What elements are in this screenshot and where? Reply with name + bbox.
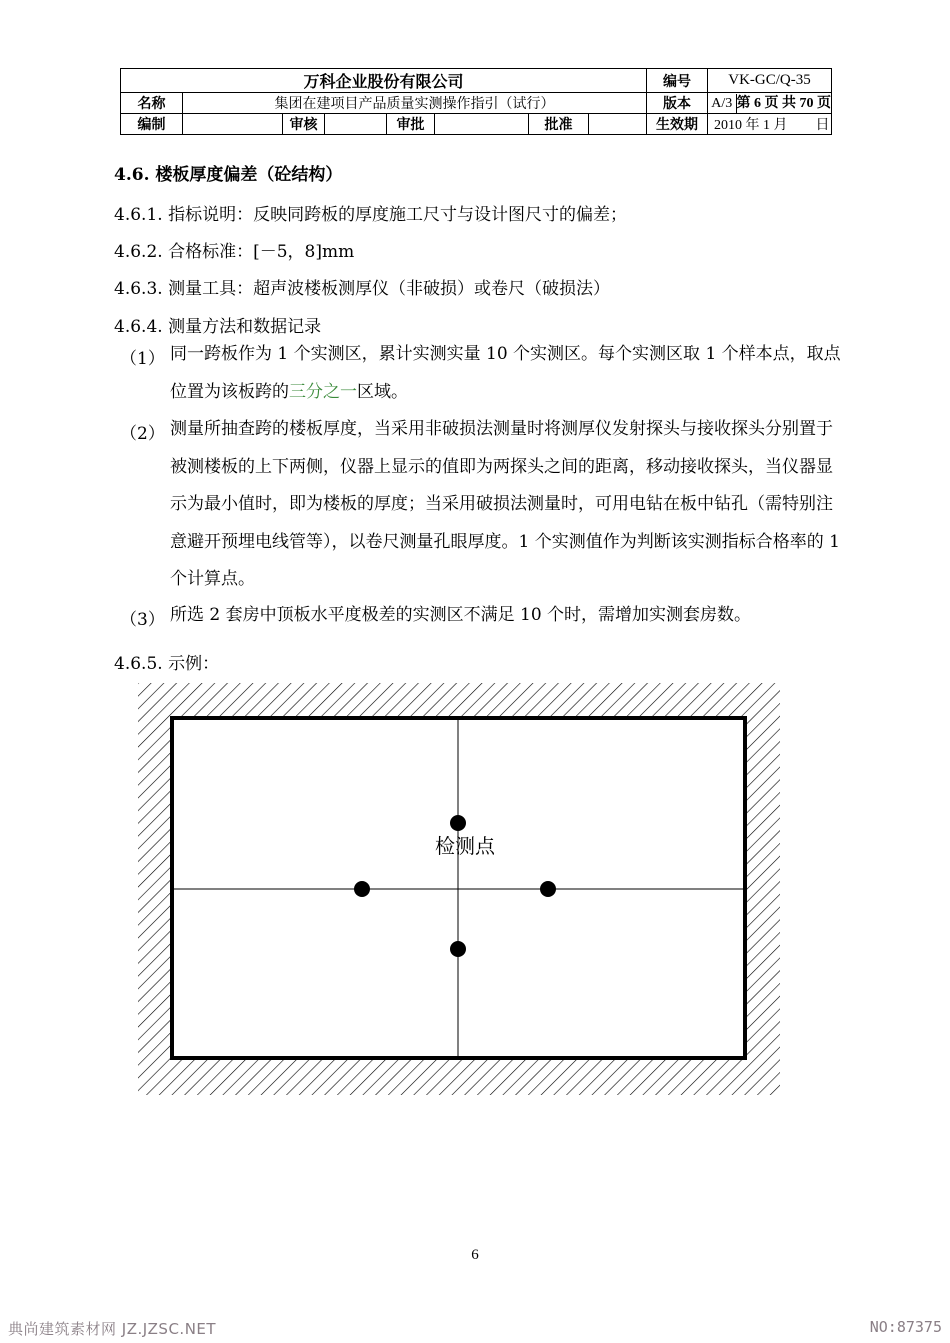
section-heading: 4.6. 楼板厚度偏差（砼结构） [114,165,343,185]
page-info: 第 6 页 共 70 页 [736,95,832,111]
approve-value [435,114,529,135]
detection-point-label: 检测点 [435,834,495,858]
item-1-number: （1） [120,349,165,369]
item-1-text-b: 区域。 [357,381,408,402]
item-1-text [170,336,842,411]
review-value [325,114,387,135]
watermark-right: NO:87375 [869,1318,942,1336]
measurement-point-right [540,881,556,897]
method-heading: 4.6.4. 测量方法和数据记录 [114,317,322,337]
page-number: 6 [471,1247,479,1263]
indicator-description: 4.6.1. 指标说明：反映同跨板的厚度施工尺寸与设计图尺寸的偏差； [114,205,628,225]
version-label: 版本 [647,93,708,114]
item-2-number: （2） [120,424,165,444]
item-1-highlight: 三分之一 [289,381,357,402]
effective-label: 生效期 [647,114,708,135]
code-label: 编号 [647,69,708,93]
name-value: 集团在建项目产品质量实测操作指引（试行） [183,93,647,114]
company-name: 万科企业股份有限公司 [121,69,647,93]
approve-label: 审批 [387,114,435,135]
qualification-standard: 4.6.2. 合格标准：[－5，8]mm [114,242,355,262]
effective-value: 2010 年 1 月 日 [708,114,832,135]
document-header-table [120,68,832,135]
example-heading: 4.6.5. 示例： [114,654,220,674]
measurement-point-left [354,881,370,897]
ratify-label: 批准 [529,114,589,135]
measurement-point-bottom [450,941,466,957]
item-2-text: 测量所抽查跨的楼板厚度，当采用非破损法测量时将测厚仪发射探头与接收探头分别置于被测楼板的上下两侧，仪器上显示的值即为两探头之间的距离，移动接收探头，当仪器显示为最小值时，即为楼板的厚度；当采用破损法测量时，可用电钻在板中钻孔（需特别注意避开预埋电线管等），以卷尺测量孔眼厚度。1 个实测值作为判断该实测指标合格率的 1 个计算点。 [170,419,840,589]
measurement-point-top [450,815,466,831]
version-value: A/3 [708,94,737,113]
watermark-left: 典尚建筑素材网 JZ.JZSC.NET [8,1320,217,1338]
compile-label: 编制 [121,114,183,135]
compile-value [183,114,283,135]
measuring-tools: 4.6.3. 测量工具：超声波楼板测厚仪（非破损）或卷尺（破损法） [114,279,611,299]
item-1-text-a: 同一跨板作为 1 个实测区，累计实测实量 10 个实测区。每个实测区取 1 个样本点，取点位置为该板跨的 [170,344,841,402]
review-label: 审核 [283,114,325,135]
ratify-value [589,114,647,135]
item-3-number: （3） [120,610,165,630]
slab-measurement-diagram [138,683,780,1095]
code-value: VK-GC/Q-35 [708,69,832,93]
item-3-text: 所选 2 套房中顶板水平度极差的实测区不满足 10 个时，需增加实测套房数。 [170,605,752,625]
name-label: 名称 [121,93,183,114]
